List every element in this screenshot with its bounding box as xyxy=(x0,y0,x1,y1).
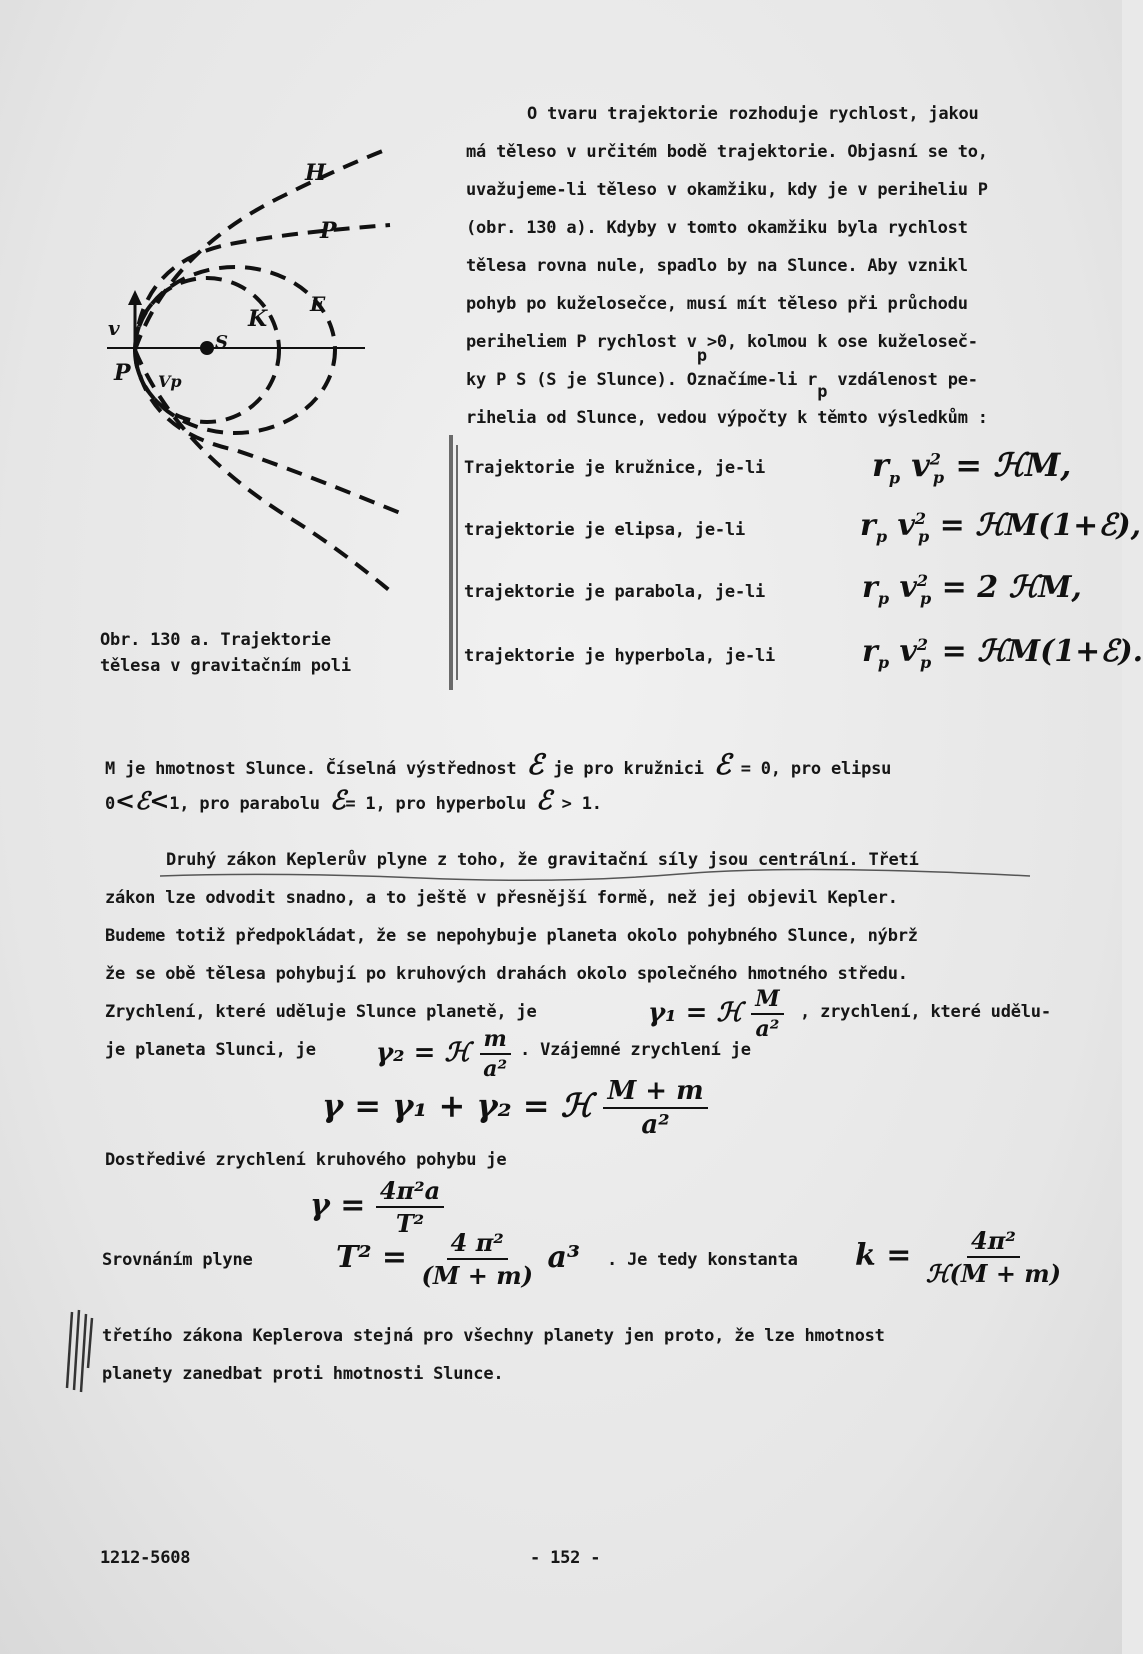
subscript-p: p xyxy=(696,346,707,366)
centripetal-num: 4π²a xyxy=(376,1176,444,1208)
ecc2-a: 0 xyxy=(105,794,116,814)
gamma2-num: m xyxy=(480,1026,511,1055)
comparison-text: Srovnáním plyne xyxy=(102,1250,253,1270)
final-line-1: třetího zákona Keplerova stejná pro všechny planety jen proto, že lze hmotnost xyxy=(102,1326,885,1346)
formula-sub2: p xyxy=(920,653,932,672)
formula-rhs: = ℋM(1+ℰ). xyxy=(941,634,1143,669)
centripetal-text: Dostředivé zrychlení kruhového pohybu je xyxy=(105,1150,507,1170)
label-vp-left: v xyxy=(108,316,120,340)
formula-sub2: p xyxy=(920,589,932,608)
arrow-head xyxy=(128,290,142,305)
eccentricity-line-2 xyxy=(105,786,602,816)
case-parabola-text: trajektorie je parabola, je-li xyxy=(464,582,766,602)
margin-bar-2 xyxy=(456,445,458,680)
figure-caption-line2: tělesa v gravitačním poli xyxy=(100,656,351,676)
kepler-line-4: že se obě tělesa pohybují po kruhových drahách okolo společného hmotného středu. xyxy=(105,964,908,984)
case-circle-formula xyxy=(872,446,1071,487)
sun-dot xyxy=(200,341,214,355)
accel-line-2: je planeta Slunci, je xyxy=(105,1040,316,1060)
formula-sub: p xyxy=(877,653,889,672)
eps-symbol-5: ℰ xyxy=(536,786,552,816)
subscript-p-2: p xyxy=(817,382,828,402)
ecc2-c: = 1, pro hyperbolu xyxy=(345,794,526,814)
gamma2-fraction xyxy=(479,1026,511,1082)
gamma-sum-fraction xyxy=(603,1076,707,1140)
gamma1-formula xyxy=(648,986,784,1042)
centripetal-lhs: γ = xyxy=(310,1188,366,1223)
eps-symbol-2: ℰ xyxy=(713,748,731,781)
formula-sub: p xyxy=(875,527,887,546)
label-h: H xyxy=(305,160,326,186)
intro-line-7-a: periheliem P rychlost v xyxy=(466,332,697,352)
comparison-tail: a³ xyxy=(547,1240,581,1275)
page-number: - 152 - xyxy=(530,1548,601,1568)
pencil-underline xyxy=(160,870,1040,884)
label-vp-mid: Vp xyxy=(158,372,182,391)
formula-sub: p xyxy=(888,468,901,488)
gamma2-den: a² xyxy=(483,1056,508,1082)
formula-sub2: p xyxy=(918,527,930,546)
kepler-line-3: Budeme totiž předpokládat, že se nepohybuje planeta okolo pohybného Slunce, nýbrž xyxy=(105,926,918,946)
gamma1-fraction xyxy=(751,986,783,1042)
formula-r: r xyxy=(862,570,878,605)
case-ellipse-formula xyxy=(860,508,1141,546)
gamma2-formula xyxy=(376,1026,511,1082)
case-circle-text: Trajektorie je kružnice, je-li xyxy=(464,458,766,478)
intro-line-8 xyxy=(466,370,978,402)
case-hyperbola-text: trajektorie je hyperbola, je-li xyxy=(464,646,776,666)
intro-line-1: O tvaru trajektorie rozhoduje rychlost, jakou xyxy=(527,104,979,124)
formula-sup: 2 xyxy=(929,449,941,469)
gamma-sum-formula xyxy=(322,1076,708,1140)
label-p: P xyxy=(114,360,131,386)
k-fraction xyxy=(922,1226,1065,1288)
comparison-den: (M + m) xyxy=(421,1261,533,1290)
figure-caption-line1: Obr. 130 a. Trajektorie xyxy=(100,630,331,650)
ecc-text-b: je pro kružnici xyxy=(553,759,704,779)
formula-r: r xyxy=(862,634,878,669)
formula-rhs: = 2 ℋM, xyxy=(941,570,1082,605)
formula-v: v xyxy=(897,508,915,543)
formula-sup: 2 xyxy=(914,509,927,528)
formula-r: r xyxy=(860,508,876,543)
formula-sup: 2 xyxy=(916,635,929,654)
label-s: S xyxy=(215,332,228,353)
eccentricity-line-1 xyxy=(105,748,891,781)
intro-line-3: uvažujeme-li těleso v okamžiku, kdy je v periheliu P xyxy=(466,180,988,200)
pencil-margin-marks xyxy=(62,1308,96,1394)
formula-v: v xyxy=(911,446,930,484)
case-hyperbola-formula xyxy=(862,634,1143,672)
gamma-sum-den: a² xyxy=(641,1110,670,1140)
comparison-formula xyxy=(336,1228,580,1290)
gamma1-lhs: γ₁ = ℋ xyxy=(648,998,743,1028)
formula-v: v xyxy=(899,634,917,669)
comparison-num: 4 π² xyxy=(447,1228,508,1260)
gamma-sum-lhs: γ = γ₁ + γ₂ = ℋ xyxy=(322,1086,593,1125)
intro-line-7-b: >0, kolmou k ose kuželoseč- xyxy=(706,332,978,352)
intro-line-7 xyxy=(466,332,978,366)
gamma1-num: M xyxy=(751,986,783,1015)
ecc-text-c: = 0, pro elipsu xyxy=(740,759,892,779)
gamma-sum-num: M + m xyxy=(603,1076,707,1109)
accel-line-1b: , zrychlení, které udělu- xyxy=(800,1002,1051,1022)
intro-line-6: pohyb po kuželosečce, musí mít těleso při průchodu xyxy=(466,294,968,314)
k-lhs: k = xyxy=(855,1238,912,1273)
gamma1-den: a² xyxy=(755,1016,780,1042)
k-formula xyxy=(855,1226,1065,1288)
formula-r: r xyxy=(872,446,889,484)
eps-symbol-4: ℰ xyxy=(329,786,346,816)
gamma2-lhs: γ₂ = ℋ xyxy=(376,1038,471,1068)
kepler-line-1: Druhý zákon Keplerův plyne z toho, že gravitační síly jsou centrální. Třetí xyxy=(166,850,919,870)
intro-line-8-a: ky P S (S je Slunce). Označíme-li r xyxy=(466,370,818,390)
intro-line-5: tělesa rovna nule, spadlo by na Slunce. Aby vznikl xyxy=(466,256,968,276)
margin-bar xyxy=(449,435,453,690)
accel-line-1: Zrychlení, které uděluje Slunce planetě, je xyxy=(105,1002,537,1022)
final-line-2: planety zanedbat proti hmotnosti Slunce. xyxy=(102,1364,504,1384)
ecc2-b: 1, pro parabolu xyxy=(169,794,320,814)
k-den: ℋ(M + m) xyxy=(925,1259,1062,1288)
ecc2-d: > 1. xyxy=(561,794,602,814)
trajectory-figure xyxy=(95,145,415,605)
intro-line-2: má těleso v určitém bodě trajektorie. Objasní se to, xyxy=(466,142,988,162)
intro-line-9: rihelia od Slunce, vedou výpočty k těmto výsledkům : xyxy=(466,408,988,428)
case-ellipse-text: trajektorie je elipsa, je-li xyxy=(464,520,745,540)
lt-symbol: < xyxy=(115,786,135,815)
kepler-line-2: zákon lze odvodit snadno, a to ještě v přesnější formě, než jej objevil Kepler. xyxy=(105,888,898,908)
footer-code: 1212-5608 xyxy=(100,1548,191,1568)
comparison-lhs: T² = xyxy=(336,1240,408,1275)
formula-rhs: = ℋM(1+ℰ), xyxy=(939,508,1142,543)
formula-sub: p xyxy=(877,589,889,608)
eps-symbol-3: ℰ xyxy=(134,786,150,815)
formula-sup: 2 xyxy=(916,571,929,590)
case-parabola-formula xyxy=(862,570,1082,608)
comparison-mid: . Je tedy konstanta xyxy=(607,1250,798,1270)
formula-v: v xyxy=(899,570,917,605)
label-e: E xyxy=(310,292,326,316)
ecc-text-a: M je hmotnost Slunce. Číselná výstřednost xyxy=(105,759,517,779)
intro-line-4: (obr. 130 a). Kdyby v tomto okamžiku byla rychlost xyxy=(466,218,968,238)
accel-line-2b: . Vzájemné zrychlení je xyxy=(520,1040,751,1060)
label-p-top: P xyxy=(320,218,337,244)
formula-sub2: p xyxy=(932,468,945,488)
label-k: K xyxy=(248,306,268,332)
centripetal-den: T² xyxy=(395,1209,425,1238)
k-num: 4π² xyxy=(967,1226,1020,1258)
comparison-fraction xyxy=(418,1228,538,1290)
formula-rhs: = ℋM, xyxy=(955,446,1072,484)
lt-symbol-2: < xyxy=(149,786,170,815)
eps-symbol: ℰ xyxy=(526,748,544,781)
intro-line-8-b: vzdálenost pe- xyxy=(827,370,978,390)
